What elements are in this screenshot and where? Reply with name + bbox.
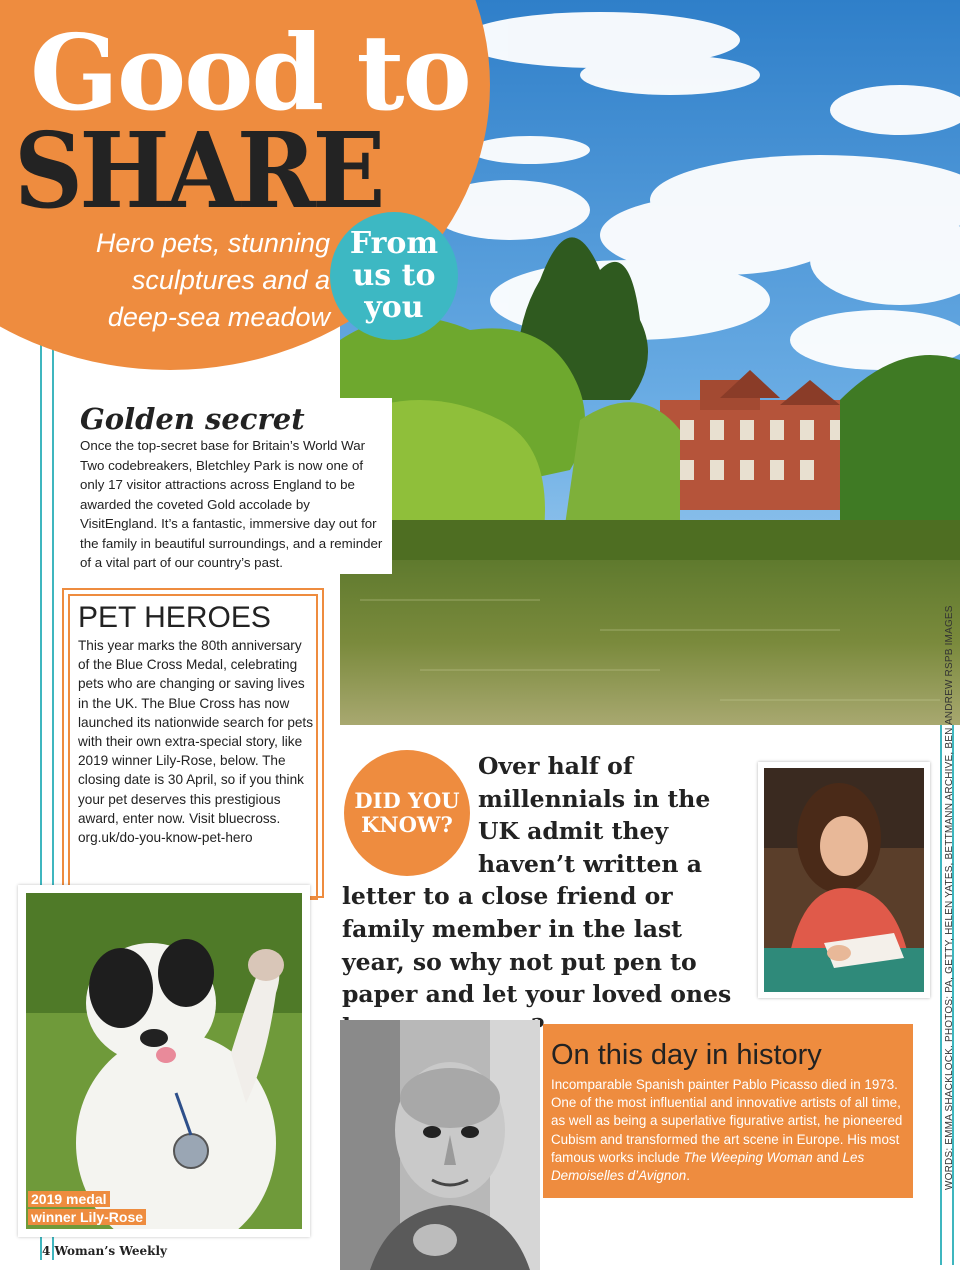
pet-heroes-heading: PET HEROES bbox=[78, 601, 271, 634]
pet-heroes-inner-border bbox=[68, 594, 318, 900]
caption-line-1: 2019 medal bbox=[28, 1191, 110, 1207]
page-number: 4 bbox=[42, 1244, 51, 1258]
history-body-text: Incomparable Spanish painter Pablo Picasso died in 1973. One of the most influential and innovative artists of all time, as well as being a superlative figurative artist, he pioneered Cubism and transformed the art scene in Europe. His most famous works include bbox=[551, 1077, 903, 1165]
history-work-1: The Weeping Woman bbox=[683, 1149, 813, 1165]
pet-heroes-body: This year marks the 80th anniversary of the Blue Cross Medal, celebrating pets who are changing or saving lives in the UK. The Blue Cross has now launched its nationwide search for pets with their own extra-special story, like 2019 winner Lily-Rose, below. The closing date is 30 April, so if you think your pet deserves this prestigious award, enter now. Visit bluecross. org.uk/do-you-know-pet-hero bbox=[78, 638, 314, 846]
did-you-know-badge bbox=[344, 750, 470, 876]
on-this-day-heading: On this day in history bbox=[551, 1039, 822, 1071]
caption-line-2: winner Lily-Rose bbox=[28, 1209, 146, 1225]
header-subtitle: Hero pets, stunning sculptures and a deep-sea meadow bbox=[95, 228, 330, 332]
did-you-know-rest: letter to a close friend or family member in the last year, so why not put pen to paper and let your loved ones bbox=[342, 882, 732, 1009]
woman-writing-photo-frame bbox=[758, 762, 930, 998]
history-and: and bbox=[812, 1149, 843, 1165]
history-work-2: Les Demoiselles d’Avignon bbox=[551, 1149, 865, 1184]
picasso-photo bbox=[340, 1020, 540, 1270]
golden-secret-heading: Golden secret bbox=[80, 402, 305, 436]
golden-secret-body: Once the top-secret base for Britain’s World War Two codebreakers, Bletchley Park is now one of only 17 visitor attractions across England to be awarded the coveted Gold accolade by VisitEngland. It’s a fantastic, immersive day out for the family in beautiful surroundings, and a reminder of a vital part of our country’s past. bbox=[80, 438, 383, 570]
on-this-day-box bbox=[543, 1024, 913, 1198]
woman-writing-photo bbox=[764, 768, 924, 992]
history-end: . bbox=[686, 1168, 690, 1184]
title-good-to: Good to bbox=[30, 11, 470, 134]
on-this-day-body bbox=[551, 1076, 905, 1185]
page-folio bbox=[42, 1244, 167, 1258]
badge-text: From us to you bbox=[349, 226, 439, 325]
magazine-name: Woman’s Weekly bbox=[54, 1244, 167, 1258]
from-us-to-you-badge bbox=[330, 212, 458, 340]
dog-photo-caption bbox=[28, 1190, 146, 1226]
golden-secret-box bbox=[62, 398, 392, 574]
pet-heroes-box bbox=[62, 588, 324, 898]
did-you-know-badge-text: DID YOU KNOW? bbox=[354, 788, 460, 837]
photo-credits: WORDS: EMMA SHACKLOCK. PHOTOS: PA, GETTY, HELEN YATES, BETTMANN ARCHIVE, BEN ANDREW RSPB IMAGES bbox=[944, 605, 955, 1190]
title-share: SHARE bbox=[14, 109, 382, 232]
did-you-know-lead: Over half of millennials in the UK admit they haven’t written a bbox=[478, 752, 711, 878]
dog-photo bbox=[26, 893, 302, 1229]
dog-photo-frame bbox=[18, 885, 310, 1237]
